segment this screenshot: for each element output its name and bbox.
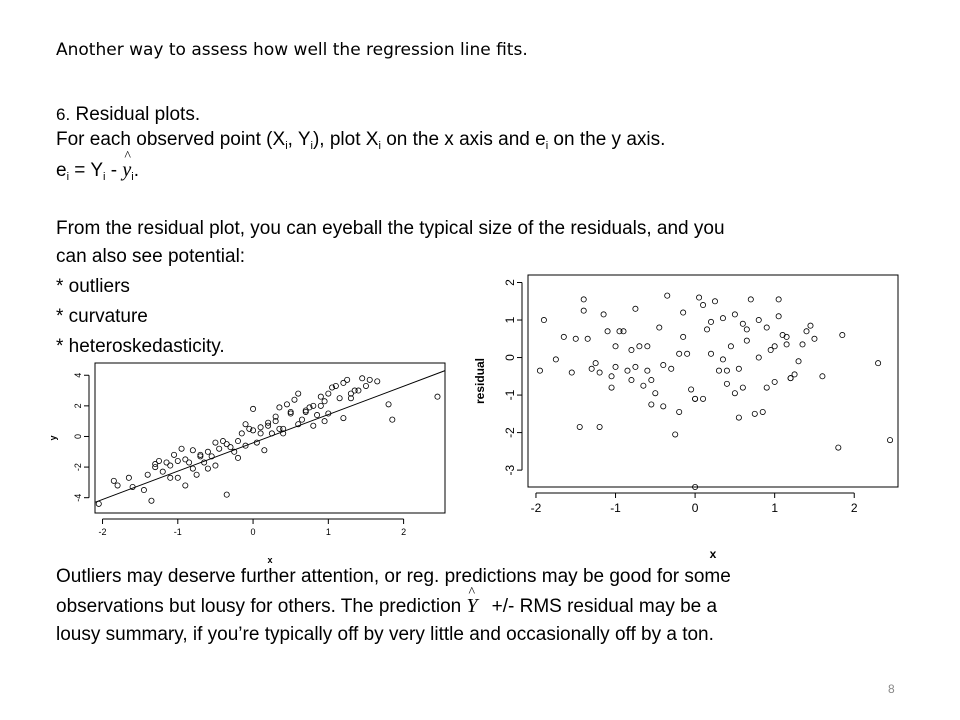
data-point <box>153 461 158 466</box>
y-tick-label: -1 <box>503 389 517 401</box>
text-fragment: e <box>56 160 67 181</box>
data-point <box>625 368 630 373</box>
data-point <box>96 501 101 506</box>
data-point <box>748 297 753 302</box>
x-tick-label: -1 <box>610 501 621 515</box>
data-point <box>633 364 638 369</box>
data-point <box>561 334 566 339</box>
data-point <box>239 431 244 436</box>
plot-frame <box>95 363 445 513</box>
data-point <box>235 438 240 443</box>
data-point <box>645 368 650 373</box>
section-title-text: Residual plots. <box>75 104 201 125</box>
data-point <box>645 344 650 349</box>
data-point <box>681 310 686 315</box>
x-tick-label: 0 <box>691 501 699 515</box>
data-point <box>360 376 365 381</box>
subscript: i <box>103 171 106 183</box>
data-point <box>537 368 542 373</box>
data-point <box>649 377 654 382</box>
data-point <box>681 334 686 339</box>
x-tick-label: 2 <box>850 501 858 515</box>
data-point <box>708 319 713 324</box>
regression-line <box>95 371 445 503</box>
data-point <box>217 446 222 451</box>
data-point <box>318 403 323 408</box>
data-point <box>760 409 765 414</box>
data-point <box>593 361 598 366</box>
slide-heading: Another way to assess how well the regression line fits. <box>56 40 528 60</box>
residual-formula <box>56 158 139 185</box>
data-point <box>836 445 841 450</box>
data-point <box>732 312 737 317</box>
data-point <box>213 463 218 468</box>
data-point <box>788 376 793 381</box>
data-point <box>581 297 586 302</box>
data-point <box>728 344 733 349</box>
data-point <box>637 344 642 349</box>
section-title <box>56 103 200 127</box>
data-point <box>633 306 638 311</box>
text-fragment: For each observed point (X <box>56 129 286 150</box>
y-tick-label: -4 <box>73 493 83 502</box>
y-hat-symbol: ^ y <box>122 158 131 182</box>
data-point <box>318 394 323 399</box>
plot-frame <box>528 275 898 487</box>
data-point <box>876 361 881 366</box>
y-axis-label: residual <box>473 357 487 405</box>
data-point <box>772 379 777 384</box>
section-number: 6. <box>56 105 71 124</box>
text-fragment: ), plot X <box>312 129 379 150</box>
data-point <box>541 317 546 322</box>
data-point <box>704 327 709 332</box>
data-point <box>202 460 207 465</box>
data-point <box>820 374 825 379</box>
data-point <box>673 432 678 437</box>
data-point <box>190 466 195 471</box>
subscript: i <box>285 140 288 152</box>
data-point <box>808 323 813 328</box>
y-tick-label: 2 <box>503 279 517 286</box>
data-point <box>356 388 361 393</box>
data-point <box>641 383 646 388</box>
bullet-outliers: * outliers <box>56 276 130 297</box>
data-point <box>235 455 240 460</box>
data-point <box>390 417 395 422</box>
subscript: i <box>378 140 381 152</box>
residual-plot <box>470 270 910 565</box>
data-point <box>756 317 761 322</box>
data-point <box>720 316 725 321</box>
x-tick-label: -1 <box>173 527 182 537</box>
data-point <box>661 404 666 409</box>
data-point <box>183 457 188 462</box>
data-point <box>367 377 372 382</box>
data-point <box>553 357 558 362</box>
text-fragment: = Y <box>69 160 104 181</box>
data-point <box>764 385 769 390</box>
data-point <box>141 487 146 492</box>
data-point <box>796 359 801 364</box>
residual-definition-line <box>56 128 665 154</box>
data-point <box>629 377 634 382</box>
data-point <box>322 419 327 424</box>
data-point <box>194 472 199 477</box>
y-tick-label: -2 <box>73 463 83 472</box>
y-tick-label: 1 <box>503 316 517 324</box>
data-point <box>569 370 574 375</box>
data-point <box>363 383 368 388</box>
data-point <box>168 463 173 468</box>
data-point <box>772 344 777 349</box>
data-point <box>744 338 749 343</box>
data-point <box>581 308 586 313</box>
data-point <box>277 405 282 410</box>
data-point <box>712 299 717 304</box>
data-point <box>205 466 210 471</box>
x-tick-label: 1 <box>325 527 331 537</box>
data-point <box>708 351 713 356</box>
data-point <box>258 425 263 430</box>
data-point <box>609 374 614 379</box>
subscript: i <box>66 171 70 183</box>
text-fragment: on the x axis and e <box>380 129 546 150</box>
data-point <box>250 406 255 411</box>
data-point <box>284 402 289 407</box>
data-point <box>573 336 578 341</box>
data-point <box>314 412 319 417</box>
data-point <box>621 329 626 334</box>
data-point <box>605 329 610 334</box>
y-tick-label: -2 <box>503 427 517 438</box>
data-point <box>341 416 346 421</box>
data-point <box>609 385 614 390</box>
y-tick-label: -3 <box>503 464 517 476</box>
data-point <box>657 325 662 330</box>
data-point <box>175 475 180 480</box>
x-tick-label: 1 <box>771 501 779 515</box>
data-point <box>700 396 705 401</box>
data-point <box>585 336 590 341</box>
data-point <box>171 452 176 457</box>
data-point <box>190 448 195 453</box>
data-point <box>840 332 845 337</box>
scatter-plot-with-fit <box>40 358 450 568</box>
data-point <box>258 431 263 436</box>
x-tick-label: 0 <box>250 527 256 537</box>
subscript: i <box>310 140 313 152</box>
data-point <box>175 458 180 463</box>
data-point <box>213 440 218 445</box>
data-point <box>168 475 173 480</box>
data-point <box>179 446 184 451</box>
text-fragment: , Y <box>287 129 311 150</box>
x-tick-label: -2 <box>530 501 542 515</box>
data-point <box>337 396 342 401</box>
conclusion-line-1: Outliers may deserve further attention, or reg. predictions may be good for some <box>56 566 731 587</box>
conclusion-line-2 <box>56 594 717 619</box>
data-point <box>696 295 701 300</box>
data-point <box>224 442 229 447</box>
data-point <box>597 370 602 375</box>
x-tick-label: 2 <box>401 527 407 537</box>
data-point <box>756 355 761 360</box>
data-point <box>744 327 749 332</box>
text-fragment: +/- RMS residual may be a <box>491 596 718 617</box>
y-tick-label: 4 <box>73 372 83 378</box>
data-point <box>435 394 440 399</box>
data-point <box>115 483 120 488</box>
data-point <box>740 321 745 326</box>
data-point <box>601 312 606 317</box>
data-point <box>685 351 690 356</box>
data-point <box>322 399 327 404</box>
data-point <box>160 469 165 474</box>
data-point <box>776 297 781 302</box>
data-point <box>689 387 694 392</box>
data-point <box>752 411 757 416</box>
data-point <box>736 415 741 420</box>
text-fragment: on the y axis. <box>548 129 666 150</box>
data-point <box>800 342 805 347</box>
data-point <box>589 366 594 371</box>
data-point <box>311 423 316 428</box>
data-point <box>375 379 380 384</box>
subscript: i <box>131 171 134 183</box>
x-tick-label: -2 <box>98 527 107 537</box>
data-point <box>677 409 682 414</box>
data-point <box>692 396 697 401</box>
y-axis-label: y <box>48 435 58 441</box>
text-fragment: observations but lousy for others. The prediction <box>56 596 467 617</box>
data-point <box>629 347 634 352</box>
data-point <box>720 357 725 362</box>
y-tick-label: 0 <box>73 433 83 439</box>
data-point <box>613 364 618 369</box>
data-point <box>661 362 666 367</box>
data-point <box>326 391 331 396</box>
data-point <box>224 492 229 497</box>
data-point <box>784 342 789 347</box>
data-point <box>266 423 271 428</box>
y-tick-label: 2 <box>73 403 83 409</box>
data-point <box>649 402 654 407</box>
data-point <box>732 391 737 396</box>
subscript: i <box>545 140 549 152</box>
x-axis-label: x <box>267 555 273 565</box>
data-point <box>145 472 150 477</box>
paragraph-line-1: From the residual plot, you can eyeball the typical size of the residuals, and you <box>56 218 725 239</box>
data-point <box>613 344 618 349</box>
data-point <box>345 377 350 382</box>
data-point <box>597 424 602 429</box>
bullet-curvature: * curvature <box>56 306 148 327</box>
data-point <box>243 422 248 427</box>
y-hat-symbol: ^ Y <box>467 594 478 618</box>
data-point <box>700 302 705 307</box>
data-point <box>296 391 301 396</box>
x-axis-label: x <box>709 547 717 561</box>
data-point <box>776 314 781 319</box>
text-fragment: - <box>105 160 123 181</box>
paragraph-line-2: can also see potential: <box>56 246 246 267</box>
data-point <box>183 483 188 488</box>
data-point <box>292 397 297 402</box>
data-point <box>716 368 721 373</box>
bullet-heteroskedasticity: * heteroskedasticity. <box>56 336 225 357</box>
data-point <box>653 391 658 396</box>
conclusion-line-3: lousy summary, if you’re typically off by very little and occasionally off by a ton. <box>56 624 714 645</box>
data-point <box>205 449 210 454</box>
data-point <box>812 336 817 341</box>
data-point <box>577 424 582 429</box>
data-point <box>669 366 674 371</box>
data-point <box>149 498 154 503</box>
data-point <box>724 368 729 373</box>
data-point <box>111 478 116 483</box>
data-point <box>764 325 769 330</box>
data-point <box>677 351 682 356</box>
data-point <box>887 437 892 442</box>
data-point <box>665 293 670 298</box>
data-point <box>299 417 304 422</box>
data-point <box>724 381 729 386</box>
data-point <box>740 385 745 390</box>
data-point <box>126 475 131 480</box>
data-point <box>386 402 391 407</box>
data-point <box>736 366 741 371</box>
data-point <box>804 329 809 334</box>
page-number: 8 <box>888 682 895 696</box>
data-point <box>262 448 267 453</box>
y-tick-label: 0 <box>503 354 517 361</box>
text-fragment: . <box>133 160 139 181</box>
